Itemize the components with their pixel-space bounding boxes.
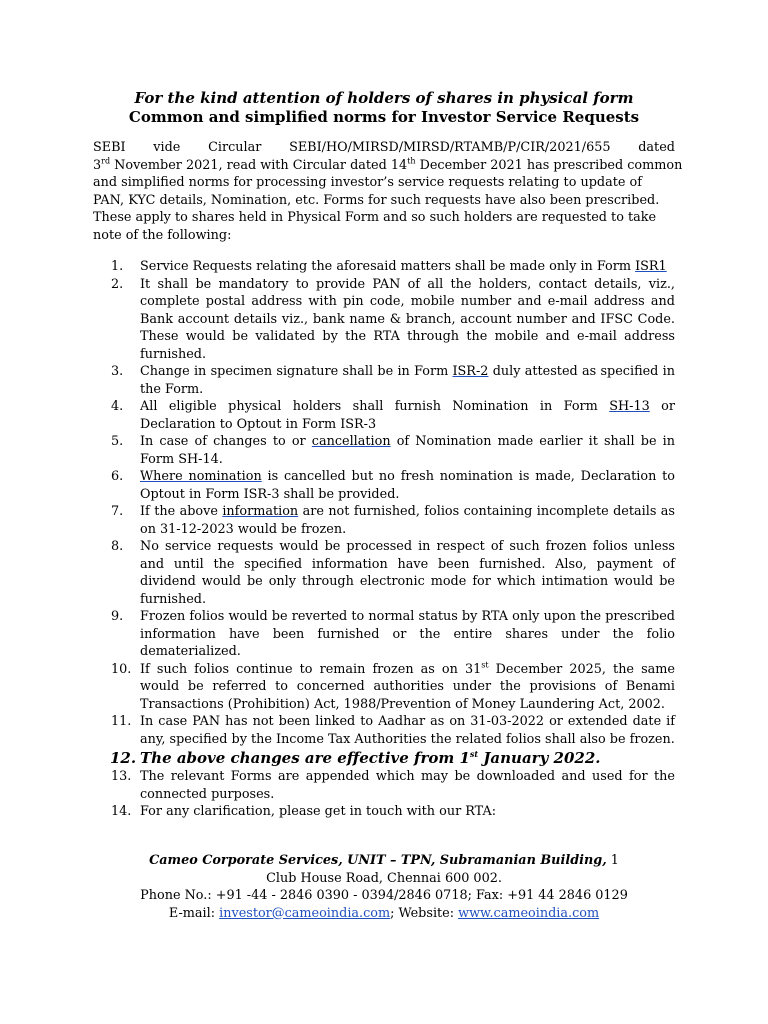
list-item-number: 12. [110, 749, 137, 767]
list-item [93, 258, 675, 276]
list-item-number: 1. [111, 259, 124, 274]
list-item [93, 803, 675, 821]
title-norms: Common and simplified norms for Investor Service Requests [128, 108, 640, 126]
intro-line-2 [93, 156, 683, 175]
intro-word: Circular [208, 140, 262, 155]
list-item-text: For any clarification, please get in touch with our RTA: [140, 804, 497, 819]
intro-line-5: These apply to shares held in Physical Form and so such holders are requested to take [93, 210, 657, 225]
intro-text: November 2021, read with Circular dated 14 [110, 157, 408, 173]
intro-line-6: note of the following: [93, 227, 232, 243]
information-link[interactable]: information [222, 504, 299, 519]
list-item-text: Service Requests relating the aforesaid matters shall be made only in Form [140, 259, 636, 274]
circular-number: SEBI/HO/MIRSD/MIRSD/RTAMB/P/CIR/2021/655 [289, 140, 611, 155]
list-item-text: is cancelled but no fresh nomination is made, Declaration to Optout in Form ISR-3 shall be provided. [140, 469, 675, 502]
intro-text: December 2021 has prescribed common [415, 157, 683, 173]
list-item-text: January 2022. [478, 749, 601, 767]
list-item-text: of Nomination made earlier it shall be in Form SH-14. [140, 434, 675, 467]
where-nomination-link[interactable]: Where nomination [140, 469, 262, 484]
list-item-text: All eligible physical holders shall furnish Nomination in Form [140, 399, 610, 414]
list-item-number: 11. [111, 714, 132, 729]
rta-email-website [0, 905, 768, 923]
email-link[interactable]: investor@cameoindia.com [219, 905, 391, 921]
list-item [93, 363, 675, 398]
intro-word: vide [153, 140, 181, 155]
list-item-text: duly attested as specified in the Form. [140, 364, 675, 397]
form-isr1-link[interactable]: ISR1 [635, 259, 667, 274]
list-item [93, 538, 675, 608]
list-item-number: 9. [111, 609, 124, 624]
title-attention: For the kind attention of holders of shares in physical form [134, 89, 634, 107]
list-item [93, 433, 675, 468]
form-isr2-link[interactable]: ISR-2 [452, 364, 489, 379]
list-item-text: Frozen folios would be reverted to normal status by RTA only upon the prescribed information have been furnished or the entire shares under the folio dematerialized. [140, 609, 675, 659]
intro-line-4: PAN, KYC details, Nomination, etc. Forms for such requests have also been prescribed. [93, 192, 660, 208]
list-item [93, 503, 675, 538]
intro-text: 3 [93, 157, 102, 173]
rta-address-text: 1 [606, 853, 619, 868]
list-item [93, 468, 675, 503]
list-item [93, 661, 675, 714]
list-item [93, 608, 675, 661]
instructions-list [93, 258, 675, 821]
rta-phone-fax: Phone No.: +91 -44 - 2846 0390 - 0394/2846 0718; Fax: +91 44 2846 0129 [140, 888, 628, 903]
list-item-number: 6. [111, 469, 124, 484]
list-item [93, 276, 675, 364]
rta-contact-block [0, 852, 768, 922]
intro-line-1 [93, 139, 675, 157]
list-item-text: Change in specimen signature shall be in Form [140, 364, 453, 379]
list-item-text: No service requests would be processed in respect of such frozen folios unless and until the specified information have been furnished. Also, payment of dividend would be only through electronic mode for which intimation would be furnished. [140, 539, 675, 607]
list-item-text: If the above [140, 504, 223, 519]
ordinal-suffix: st [469, 749, 479, 759]
list-item [93, 713, 675, 748]
list-item-number: 8. [111, 539, 124, 554]
list-item-number: 4. [111, 399, 124, 414]
list-item-number: 10. [111, 661, 132, 677]
list-item-text: In case PAN has not been linked to Aadhar as on 31-03-2022 or extended date if any, specified by the Income Tax Authorities the related folios shall also be frozen. [140, 714, 675, 747]
list-item-number: 5. [111, 434, 124, 449]
list-item-text: If such folios continue to remain frozen as on 31 [140, 661, 482, 677]
cancellation-link[interactable]: cancellation [311, 434, 391, 449]
list-item-text: It shall be mandatory to provide PAN of all the holders, contact details, viz., complete postal address with pin code, mobile number and e-mail address and Bank account details viz., bank name & branch, account number and IFSC Code. These would be validated by the RTA through the mobile and e-mail address furnished. [140, 276, 675, 362]
list-item-number: 3. [111, 364, 124, 379]
list-item [93, 768, 675, 803]
list-item-text: The relevant Forms are appended which may be downloaded and used for the connected purposes. [140, 769, 675, 802]
website-link[interactable]: www.cameoindia.com [458, 905, 600, 921]
list-item-text: The above changes are effective from 1 [140, 749, 470, 767]
rta-address-line-1 [0, 852, 768, 870]
list-item-effective-date [93, 748, 675, 768]
list-item-number: 7. [111, 504, 124, 519]
website-label: ; Website: [390, 905, 459, 921]
rta-address-line-2: Club House Road, Chennai 600 002. [266, 870, 502, 886]
email-label: E-mail: [168, 905, 220, 921]
ordinal-suffix: th [407, 156, 416, 166]
list-item [93, 398, 675, 433]
list-item-text: In case of changes to or [140, 434, 312, 449]
intro-line-3: and simplified norms for processing investor’s service requests relating to update of [93, 175, 642, 190]
list-item-number: 14. [111, 804, 132, 819]
intro-paragraph [93, 139, 683, 244]
list-item-text: are not furnished, folios containing incomplete details as on 31-12-2023 would be frozen. [140, 504, 675, 537]
ordinal-suffix: rd [101, 156, 111, 166]
list-item-number: 2. [111, 276, 124, 292]
intro-word: dated [638, 140, 675, 155]
list-item-number: 13. [111, 769, 132, 784]
rta-company-name: Cameo Corporate Services, UNIT – TPN, Subramanian Building, [149, 853, 607, 868]
list-item-text: or Declaration to Optout in Form ISR-3 [140, 399, 675, 432]
list-item-text: December 2025, the same would be referred to concerned authorities under the provisions of Benami Transactions (Prohibition) Act, 1988/Prevention of Money Laundering Act, 2002. [140, 661, 675, 712]
form-sh13-link[interactable]: SH-13 [609, 399, 650, 414]
intro-word: SEBI [93, 140, 126, 155]
ordinal-suffix: st [481, 660, 489, 670]
